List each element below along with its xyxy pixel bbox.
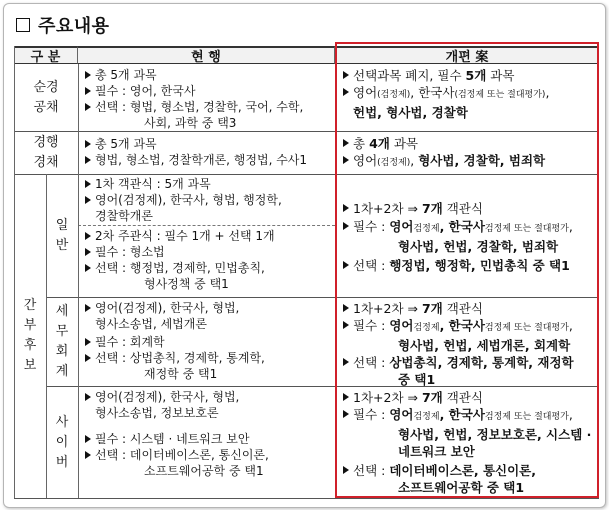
current-gyeonghaeng: 총 5개 과목 형법, 형소법, 경찰학개론, 행정법, 수사1	[84, 136, 334, 168]
reform-cyber: 1차+2차 ⇒ 7개 객관식 필수 : 영어검정제, 한국사검정제 또는 절대평가, 형사법, 헌법, 정보보호론, 시스템 · 네트워크 보안 선택 : 데이터베이스론, 통신이론, 소프트웨어공학 중 택1	[342, 389, 597, 496]
header-reform: 개편 案	[335, 46, 599, 64]
current-sungyeong: 총 5개 과목 필수 : 영어, 한국사 선택 : 형법, 형소법, 경찰학, 국어, 수학, 사회, 과학 중 택3	[84, 67, 334, 131]
reform-tax: 1차+2차 ⇒ 7개 객관식 필수 : 영어검정제, 한국사검정제 또는 절대평가, 형사법, 헌법, 세법개론, 회계학 선택 : 상법총칙, 경제학, 통계학, 재정학 중 택1	[342, 300, 597, 388]
reform-sungyeong: 선택과목 폐지, 필수 5개 과목 영어(검정제), 한국사(검정제 또는 절대평가), 헌법, 형사법, 경찰학	[342, 67, 597, 121]
document-frame	[3, 3, 606, 508]
header-category: 구 분	[14, 46, 78, 64]
dotted-divider	[78, 225, 335, 226]
square-bullet-icon	[16, 18, 30, 32]
reform-gyeonghaeng: 총 4개 과목 영어(검정제), 형사법, 경찰학, 범죄학	[342, 135, 597, 172]
row-label-tax: 세 무 회 계	[55, 304, 69, 379]
title-row	[16, 12, 110, 38]
table-bottom-line	[14, 498, 599, 499]
current-cyber: 영어(검정제), 한국사, 형법, 형사소송법, 정보보호론 필수 : 시스템 · 네트워크 보안 선택 : 데이터베이스론, 통신이론, 소프트웨어공학 중 택1	[84, 389, 334, 479]
column-divider	[78, 64, 79, 498]
current-general-second: 2차 주관식 : 필수 1개 + 선택 1개 필수 : 형소법 선택 : 행정법, 경제학, 민법총칙, 형사정책 중 택1	[84, 228, 334, 292]
page-title: 주요내용	[38, 16, 110, 37]
row-label-ganbu: 간 부 후 보	[23, 298, 37, 373]
row-label-general: 일 반	[55, 217, 69, 253]
header-current: 현 행	[78, 46, 335, 64]
row-label-cyber: 사 이 버	[55, 414, 69, 470]
current-general-first: 1차 객관식 : 5개 과목 영어(검정제), 한국사, 형법, 행정학, 경찰학개론	[84, 176, 334, 224]
row-label-sungyeong: 순경 공채	[33, 79, 59, 115]
reform-general: 1차+2차 ⇒ 7개 객관식 필수 : 영어검정제, 한국사검정제 또는 절대평가, 형사법, 헌법, 경찰학, 범죄학 선택 : 행정법, 행정학, 민법총칙 중 택1	[342, 200, 597, 275]
reform-highlight-box	[335, 42, 599, 498]
current-tax: 영어(검정제), 한국사, 형법, 형사소송법, 세법개론 필수 : 회계학 선택 : 상법총칙, 경제학, 통계학, 재정학 중 택1	[84, 300, 334, 382]
row-label-gyeonghaeng: 경행 경채	[33, 135, 59, 170]
